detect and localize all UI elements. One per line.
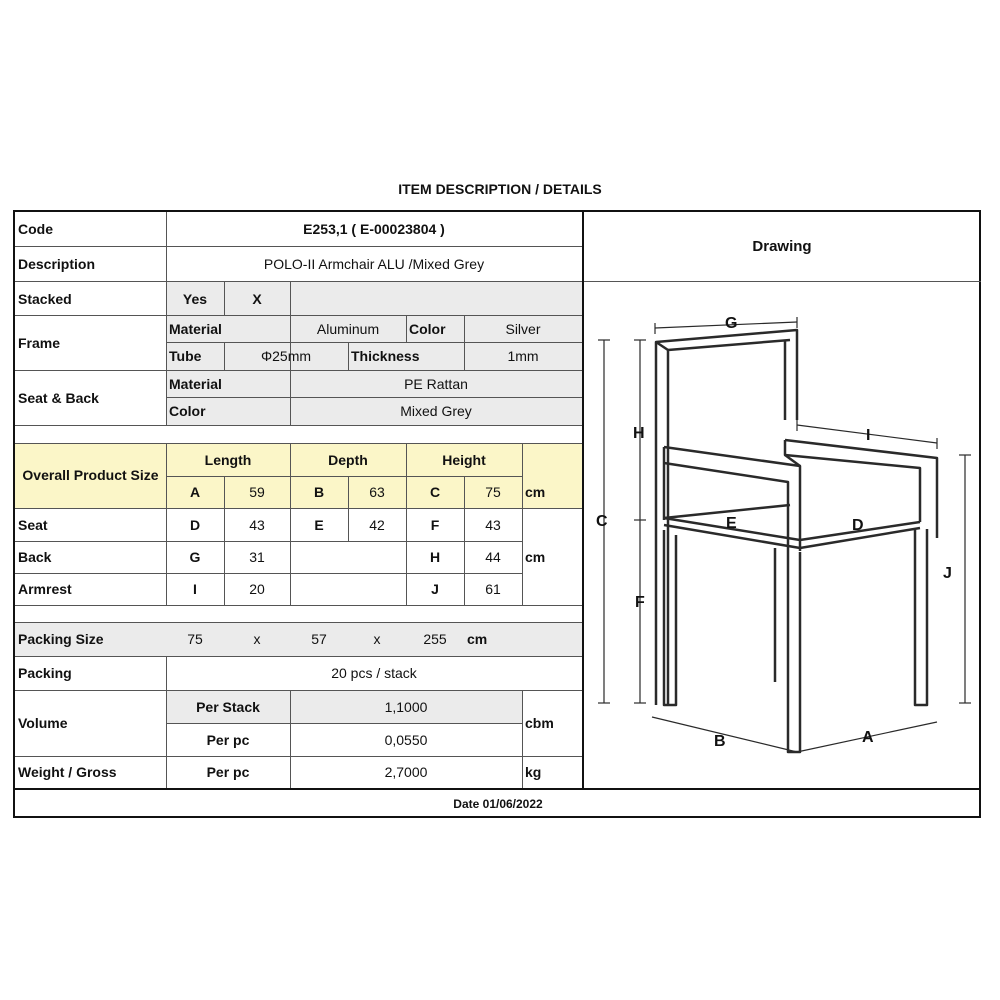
drawing-title: Drawing bbox=[752, 238, 812, 255]
dim-g-value: 31 bbox=[249, 549, 265, 565]
back-label: Back bbox=[18, 549, 52, 565]
grid-line bbox=[522, 443, 523, 605]
packing-label: Packing bbox=[18, 665, 72, 681]
drawing-label-h: H bbox=[633, 425, 645, 442]
packing-value: 20 pcs / stack bbox=[331, 665, 417, 681]
volume-unit: cbm bbox=[525, 715, 554, 731]
frame-tube-label: Tube bbox=[169, 348, 202, 364]
depth-header: Depth bbox=[328, 451, 368, 468]
volume-per-stack-label: Per Stack bbox=[196, 698, 260, 715]
stacked-label: Stacked bbox=[18, 290, 72, 307]
drawing-label-e: E bbox=[726, 515, 737, 532]
dim-h-value: 44 bbox=[485, 549, 501, 565]
drawing-label-b: B bbox=[714, 733, 726, 750]
dim-b-value: 63 bbox=[369, 484, 385, 500]
grid-line bbox=[15, 425, 582, 426]
frame-tube-value: Φ25mm bbox=[260, 348, 312, 364]
seatback-material-value: PE Rattan bbox=[404, 375, 468, 392]
drawing-label-j: J bbox=[943, 565, 952, 582]
volume-per-stack-value: 1,1000 bbox=[384, 698, 428, 715]
dim-h-label: H bbox=[429, 549, 441, 565]
overall-unit: cm bbox=[525, 484, 546, 500]
frame-thickness-label: Thickness bbox=[351, 348, 420, 364]
weight-label: Weight / Gross bbox=[18, 764, 117, 780]
frame-material-value: Aluminum bbox=[316, 320, 380, 337]
packing-length: 75 bbox=[187, 631, 203, 647]
dim-a-value: 59 bbox=[249, 484, 265, 500]
volume-per-pc-label: Per pc bbox=[206, 731, 250, 748]
drawing-label-f: F bbox=[635, 594, 645, 611]
drawing-label-c: C bbox=[596, 513, 608, 530]
armrest-label: Armrest bbox=[18, 581, 72, 597]
packing-x2: x bbox=[373, 631, 381, 647]
weight-value: 2,7000 bbox=[384, 764, 428, 780]
volume-label: Volume bbox=[18, 715, 68, 731]
seatback-color-value: Mixed Grey bbox=[400, 403, 472, 419]
dim-i-label: I bbox=[193, 581, 197, 597]
dim-e-value: 42 bbox=[369, 516, 385, 533]
date-footer: Date 01/06/2022 bbox=[453, 796, 543, 811]
dim-a-label: A bbox=[189, 484, 201, 500]
grid-line bbox=[15, 605, 582, 606]
description-label: Description bbox=[18, 256, 96, 272]
sheet-title: ITEM DESCRIPTION / DETAILS bbox=[398, 181, 602, 197]
weight-unit: kg bbox=[525, 764, 542, 780]
description-value: POLO-II Armchair ALU /Mixed Grey bbox=[263, 256, 485, 272]
frame-color-value: Silver bbox=[505, 320, 541, 337]
volume-per-pc-value: 0,0550 bbox=[384, 731, 428, 748]
drawing-label-g: G bbox=[725, 315, 738, 332]
dim-d-value: 43 bbox=[249, 516, 265, 533]
frame-thickness-value: 1mm bbox=[507, 348, 539, 364]
height-header: Height bbox=[442, 451, 486, 468]
back-unit: cm bbox=[525, 549, 546, 565]
dim-f-label: F bbox=[430, 516, 440, 533]
packing-size-unit: cm bbox=[467, 631, 488, 647]
frame-color-label: Color bbox=[409, 320, 446, 337]
seatback-material-label: Material bbox=[169, 375, 222, 392]
chair-outline bbox=[656, 330, 937, 752]
dim-j-value: 61 bbox=[485, 581, 501, 597]
packing-x1: x bbox=[253, 631, 261, 647]
packing-width: 57 bbox=[311, 631, 327, 647]
seat-label: Seat bbox=[18, 516, 48, 533]
stacked-yes-label: Yes bbox=[182, 290, 208, 307]
dim-i-value: 20 bbox=[249, 581, 265, 597]
chair-drawing bbox=[584, 282, 980, 788]
seatback-label: Seat & Back bbox=[18, 389, 99, 406]
stacked-mark: X bbox=[252, 290, 262, 307]
code-value: E253,1 ( E-00023804 ) bbox=[303, 221, 445, 237]
dim-f-value: 43 bbox=[485, 516, 501, 533]
frame-label: Frame bbox=[18, 334, 61, 351]
dim-g-label: G bbox=[189, 549, 201, 565]
packing-size-label: Packing Size bbox=[18, 631, 104, 647]
dim-c-label: C bbox=[429, 484, 441, 500]
packing-height: 255 bbox=[423, 631, 447, 647]
dim-e-label: E bbox=[314, 516, 324, 533]
frame-material-label: Material bbox=[169, 320, 222, 337]
seatback-color-label: Color bbox=[169, 403, 206, 419]
dim-b-label: B bbox=[313, 484, 325, 500]
drawing-label-d: D bbox=[852, 517, 864, 534]
overall-size-label: Overall Product Size bbox=[22, 467, 159, 483]
drawing-label-i: I bbox=[866, 427, 871, 444]
dim-j-label: J bbox=[431, 581, 439, 597]
drawing-label-a: A bbox=[862, 729, 874, 746]
weight-per-pc-label: Per pc bbox=[206, 764, 250, 780]
code-label: Code bbox=[18, 221, 53, 237]
dim-d-label: D bbox=[189, 516, 201, 533]
dim-c-value: 75 bbox=[485, 484, 501, 500]
length-header: Length bbox=[204, 451, 252, 468]
